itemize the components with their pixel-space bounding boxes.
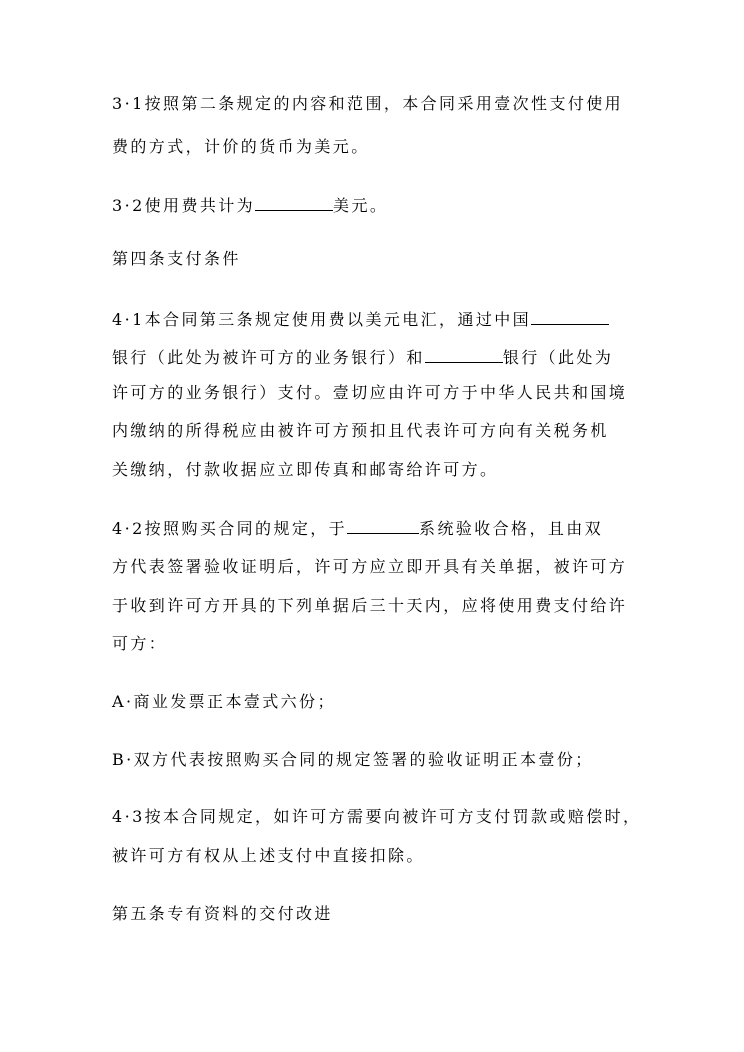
clause-4-3-line-2: 被许可方有权从上述支付中直接扣除。 [112, 846, 425, 865]
clause-4-2-line-2: 方代表签署验收证明后，许可方应立即开具有关单据，被许可方 [112, 557, 628, 576]
clause-4-1-line-2 [112, 346, 613, 368]
clause-4-3-line-1: 4·3按本合同规定，如许可方需要向被许可方支付罚款或赔偿时， [112, 807, 642, 826]
licensor-bank-blank [425, 346, 503, 363]
clause-3-2-text-before: 3·2使用费共计为 [112, 196, 256, 215]
clause-4-1-line-4: 内缴纳的所得税应由被许可方预扣且代表许可方向有关税务机 [112, 421, 609, 440]
clause-3-2-text-after: 美元。 [333, 196, 389, 215]
clause-4-1-line-1 [112, 308, 609, 330]
article-5-heading: 第五条专有资料的交付改进 [112, 904, 333, 923]
item-b: B·双方代表按照购买合同的规定签署的验收证明正本壹份； [112, 750, 594, 769]
clause-3-1-line-1: 3·1按照第二条规定的内容和范围，本合同采用壹次性支付使用 [112, 94, 624, 113]
clause-3-2 [112, 194, 388, 216]
amount-blank [255, 194, 333, 211]
clause-4-2-line-1-text-after: 系统验收合格，且由双 [419, 519, 604, 538]
clause-3-1-line-2: 费的方式，计价的货币为美元。 [112, 137, 370, 156]
clause-4-1-line-3: 许可方的业务银行）支付。壹切应由许可方于中华人民共和国境 [112, 383, 628, 402]
article-4-heading: 第四条支付条件 [112, 249, 241, 268]
chinese-bank-blank [531, 308, 609, 325]
clause-4-1-line-1-text: 4·1本合同第三条规定使用费以美元电汇，通过中国 [112, 310, 532, 329]
clause-4-2-line-4: 可方： [112, 634, 168, 653]
item-a: A·商业发票正本壹式六份； [112, 692, 336, 711]
clause-4-2-line-1-text-before: 4·2按照购买合同的规定，于 [112, 519, 348, 538]
clause-4-1-line-2-text-b: 银行（此处为 [502, 348, 614, 367]
clause-4-1-line-2-text-a: 银行（此处为被许可方的业务银行）和 [112, 348, 425, 367]
clause-4-2-line-3: 于收到许可方开具的下列单据后三十天内，应将使用费支付给许 [112, 596, 628, 615]
system-blank [347, 517, 419, 534]
clause-4-1-line-5: 关缴纳，付款收据应立即传真和邮寄给许可方。 [112, 460, 499, 479]
clause-4-2-line-1 [112, 517, 603, 539]
